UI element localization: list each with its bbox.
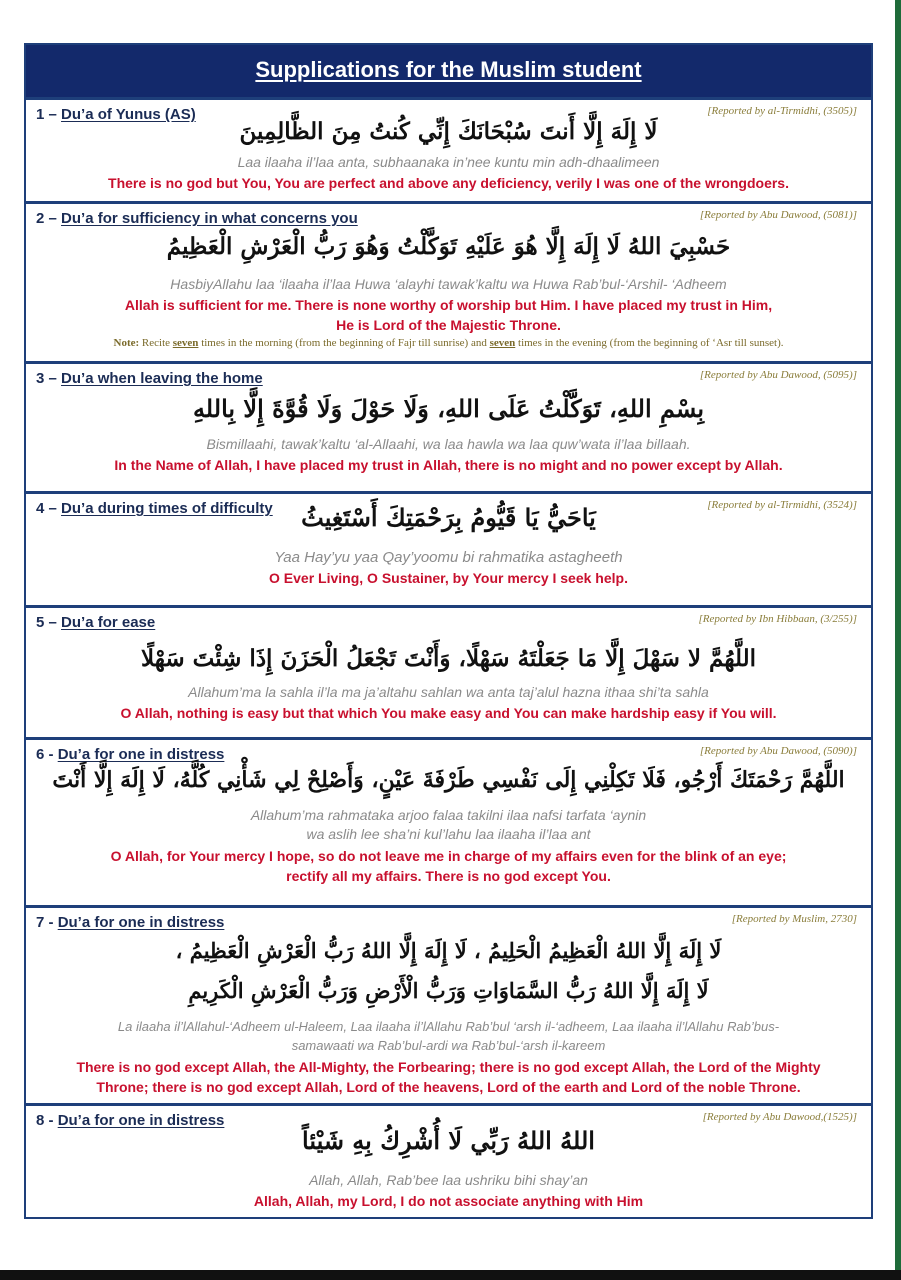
dua-card-2 xyxy=(26,201,871,361)
dua-arabic-line-1: لَا إِلَهَ إِلَّا اللهُ الْعَظِيمُ الْحَلِيمُ ، لَا إِلَهَ إِلَّا اللهُ رَبُّ الْعَرْشِ الْعَظِيمُ ، xyxy=(175,938,722,963)
dua-arabic: اللهُ اللهُ رَبِّي لَا أُشْرِكُ بِهِ شَيْئاً xyxy=(302,1126,595,1155)
dua-transliteration: Allah, Allah, Rab’bee laa ushriku bihi shay’an xyxy=(309,1172,588,1188)
dua-arabic-line-2: لَا إِلَهَ إِلَّا اللهُ رَبُّ السَّمَاوَاتِ وَرَبُّ الْأَرْضِ وَرَبُّ الْعَرْشِ الْكَرِيمِ xyxy=(188,978,709,1003)
page-header xyxy=(26,45,871,97)
dua-card-8 xyxy=(26,1103,871,1217)
dua-arabic: لَا إِلَهَ إِلَّا أَنتَ سُبْحَانَكَ إِنِّي كُنتُ مِنَ الظَّالِمِينَ xyxy=(239,118,658,145)
dua-title: 8 - Du’a for one in distress xyxy=(36,1112,225,1129)
dua-translation-line-1: O Allah, for Your mercy I hope, so do not leave me in charge of my affairs even for the blink of an eye; xyxy=(110,848,787,864)
dua-title: 5 – Du’a for ease xyxy=(36,614,156,631)
dua-translation-line-2: Throne; there is no god except Allah, Lord of the heavens, Lord of the earth and Lord of the noble Throne. xyxy=(96,1079,801,1095)
dua-arabic: اللَّهُمَّ لا سَهْلَ إِلَّا مَا جَعَلْتَهُ سَهْلًا، وَأَنْتَ تَجْعَلُ الْحَزَنَ إِذَا شِئْتَ سَهْلًا xyxy=(141,645,756,672)
dua-reference: [Reported by Abu Dawood, (5090)] xyxy=(699,745,857,757)
bottom-bar xyxy=(0,1270,901,1280)
dua-card-1 xyxy=(26,97,871,201)
dua-reference: [Reported by Abu Dawood, (5081)] xyxy=(699,209,857,221)
dua-title: 7 - Du’a for one in distress xyxy=(36,914,225,931)
dua-translation-line-2: rectify all my affairs. There is no god except You. xyxy=(286,868,611,884)
dua-arabic: يَاحَيُّ يَا قَيُّومُ بِرَحْمَتِكَ أَسْتَغِيثُ xyxy=(301,503,596,532)
dua-reference: [Reported by Muslim, 2730] xyxy=(731,913,857,925)
dua-reference: [Reported by al-Tirmidhi, (3505)] xyxy=(707,105,857,117)
dua-arabic: حَسْبِيَ اللهُ لَا إِلَهَ إِلَّا هُوَ عَلَيْهِ تَوَكَّلْتُ وَهُوَ رَبُّ الْعَرْشِ الْعَظِيمُ xyxy=(166,233,731,260)
dua-title: 4 – Du’a during times of difficulty xyxy=(36,500,273,517)
dua-transliteration: Bismillaahi, tawak’kaltu ‘al-Allaahi, wa laa hawla wa laa quw’wata il’laa billaah. xyxy=(206,436,691,452)
right-edge-strip xyxy=(895,0,901,1270)
dua-reference: [Reported by Ibn Hibbaan, (3/255)] xyxy=(698,613,857,625)
dua-translation: Allah, Allah, my Lord, I do not associate anything with Him xyxy=(253,1193,644,1209)
dua-transliteration-line-1: Allahum’ma rahmataka arjoo falaa takilni ilaa nafsi tarfata ‘aynin xyxy=(250,807,647,823)
dua-note: Note: Recite seven times in the morning (from the beginning of Fajr till sunrise) and seven times in the evening (from the beginning of ‘Asr till sunset). xyxy=(113,337,784,349)
dua-reference: [Reported by Abu Dawood, (5095)] xyxy=(699,369,857,381)
dua-transliteration-line-1: La ilaaha il’lAllahul-‘Adheem ul-Haleem, Laa ilaaha il’lAllahu Rab’bul ‘arsh il-‘adheem, Laa ilaaha il’lAllahu Rab’bus- xyxy=(117,1019,780,1034)
dua-title: 6 - Du’a for one in distress xyxy=(36,746,225,763)
dua-transliteration: Laa ilaaha il’laa anta, subhaanaka in’nee kuntu min adh-dhaalimeen xyxy=(237,154,660,170)
dua-arabic: بِسْمِ اللهِ، تَوَكَّلْتُ عَلَى اللهِ، وَلَا حَوْلَ وَلَا قُوَّةَ إِلَّا بِاللهِ xyxy=(192,394,705,423)
dua-translation: O Ever Living, O Sustainer, by Your mercy I seek help. xyxy=(269,570,628,586)
dua-card-7 xyxy=(26,905,871,1103)
page-title: Supplications for the Muslim student xyxy=(255,57,642,82)
dua-translation-line-1: There is no god except Allah, the All-Mighty, the Forbearing; there is no god except Allah, the Lord of the Mighty xyxy=(76,1059,821,1075)
dua-transliteration: HasbiyAllahu laa ‘ilaaha il’laa Huwa ‘alayhi tawak’kaltu wa Huwa Rab’bul-‘Arshil- ‘Adheem xyxy=(170,276,727,292)
dua-card-6 xyxy=(26,737,871,905)
dua-reference: [Reported by al-Tirmidhi, (3524)] xyxy=(707,499,857,511)
dua-translation-line-1: Allah is sufficient for me. There is none worthy of worship but Him. I have placed my trust in Him, xyxy=(124,297,773,313)
dua-card-5 xyxy=(26,605,871,737)
dua-transliteration-line-2: samawaati wa Rab’bul-ardi wa Rab’bul-‘arsh il-kareem xyxy=(291,1038,606,1053)
document-frame xyxy=(24,43,873,1219)
dua-transliteration-line-2: wa aslih lee sha’ni kul’lahu laa ilaaha il’laa ant xyxy=(306,826,591,842)
dua-title: 1 – Du’a of Yunus (AS) xyxy=(36,106,196,123)
dua-reference: [Reported by Abu Dawood,(1525)] xyxy=(702,1111,857,1123)
dua-card-4 xyxy=(26,491,871,605)
dua-transliteration: Yaa Hay’yu yaa Qay’yoomu bi rahmatika astagheeth xyxy=(274,549,623,566)
dua-card-3 xyxy=(26,361,871,491)
dua-title: 3 – Du’a when leaving the home xyxy=(36,370,263,387)
dua-translation-line-2: He is Lord of the Majestic Throne. xyxy=(336,317,561,333)
dua-arabic: اللَّهُمَّ رَحْمَتَكَ أَرْجُو، فَلَا تَكِلْنِي إِلَى نَفْسِي طَرْفَةَ عَيْنٍ، وَأَصْلِحْ لِي شَأْنِي كُلَّهُ، لَا إِلَهَ إِلَّا أَنْتَ xyxy=(52,767,845,793)
dua-transliteration: Allahum’ma la sahla il’la ma ja’altahu sahlan wa anta taj’alul hazna ithaa shi’ta sahla xyxy=(188,684,709,700)
dua-translation: There is no god but You, You are perfect and above any deficiency, verily I was one of the wrongdoers. xyxy=(108,175,789,191)
dua-translation: In the Name of Allah, I have placed my trust in Allah, there is no might and no power except by Allah. xyxy=(114,457,783,473)
dua-translation: O Allah, nothing is easy but that which You make easy and You can make hardship easy if You will. xyxy=(120,705,777,721)
dua-title: 2 – Du’a for sufficiency in what concerns you xyxy=(36,210,358,227)
